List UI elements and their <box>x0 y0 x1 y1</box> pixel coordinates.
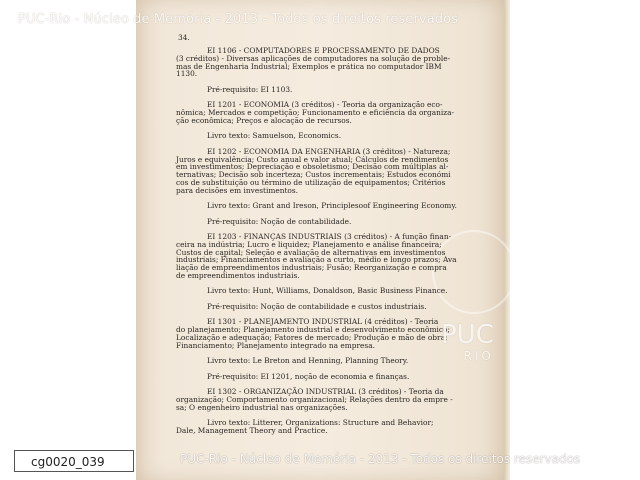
text-line: nômica; Mercados e competição; Funcionamento e eficiência da organiza- <box>176 108 455 117</box>
text-line: EI 1201 - ECONOMIA (3 créditos) - Teoria da organização eco- <box>207 100 443 110</box>
page-edge <box>504 0 510 480</box>
text-line: Livro texto: Litterer, Organizations: Structure and Behavior; <box>207 418 434 427</box>
text-line: EI 1202 - ECONOMIA DA ENGENHARIA (3 créditos) - Natureza; <box>207 146 451 156</box>
text-line: em investimentos; Depreciação e obsoletismo; Decisão com múltiplas al- <box>176 162 449 172</box>
text-line: Custos de capital; Seleção e avaliação de alternativas em investimentos <box>176 247 446 257</box>
puc-logo-watermark <box>441 322 494 362</box>
text-line: de empreendimentos industriais. <box>176 270 300 280</box>
text-line: ceira na indústria; Lucro e liquidez; Planejamento e análise financeira; <box>176 239 442 249</box>
text-line: cos de substituição ou término de utilização de equipamentos; Critérios <box>176 177 446 187</box>
text-line: Juros e equivalência; Custo anual e valor atual; Cálculos de rendimentos <box>176 154 449 164</box>
text-line: Livro texto: Le Breton and Henning, Planning Theory. <box>207 356 409 365</box>
text-line: Pré-requisito: EI 1103. <box>207 84 293 94</box>
page-number: 34. <box>178 33 190 42</box>
text-line: ternativas; Decisão sob incerteza; Custos incrementais; Estudos económi <box>176 170 451 179</box>
text-line: Livro texto: Grant and Ireson, Principlesoof Engineering Economy. <box>207 201 457 210</box>
text-line: liação de empreendimentos industriais; Fusão; Reorganização e compra <box>176 263 447 272</box>
text-line: EI 1301 - PLANEJAMENTO INDUSTRIAL (4 créditos) - Teoria <box>207 317 439 327</box>
text-line: organização; Comportamento organizacional; Relações dentro da empre - <box>176 394 453 404</box>
text-line: Pré-requisito: EI 1201, noção de economia e finanças. <box>207 371 410 381</box>
watermark-top: PUC-Rio - Núcleo de Memória - 2013 - Todos os direitos reservados <box>18 12 459 27</box>
text-line: industriais; Financiamentos e avaliação a curto, médio e longo prazos; Ava <box>176 255 457 265</box>
text-line: para decisões em investimentos. <box>176 185 299 195</box>
logo-rio: RIO <box>463 349 494 363</box>
text-line: (3 créditos) - Diversas aplicações de computadores na solução de proble- <box>176 53 451 63</box>
text-line: Livro texto: Samuelson, Economics. <box>207 131 342 141</box>
watermark-bottom: PUC-Rio - Núcleo de Memória - 2013 - Todos os direitos reservados <box>180 452 581 466</box>
logo-puc: PUC <box>441 320 494 350</box>
text-line: sa; O engenheiro industrial nas organizações. <box>176 402 348 412</box>
text-line: Localização e adequação; Fatores de mercado; Produção e mão de obra; <box>176 332 448 342</box>
text-line: Financiamento; Planejamento integrado na empresa. <box>176 340 375 350</box>
text-line: EI 1203 - FINANÇAS INDUSTRIAIS (3 créditos) - A função finan- <box>207 232 452 241</box>
text-line: Pré-requisito: Noção de contabilidade e custos industriais. <box>207 301 427 311</box>
text-line: Livro texto: Hunt, Williams, Donaldson, Basic Business Finance. <box>207 286 448 296</box>
text-line: do planejamento; Planejamento industrial e desenvolvimento econômico; <box>176 325 450 334</box>
text-line: ção econômica; Preços e alocação de recursos. <box>176 115 352 125</box>
text-line: mas de Engenharia Industrial; Exemplos e prática no computador IBM <box>176 61 442 71</box>
text-line: EI 1106 - COMPUTADORES E PROCESSAMENTO DE DADOS <box>207 46 440 55</box>
text-line: 1130. <box>176 69 198 79</box>
text-line: Pré-requisito: Noção de contabilidade. <box>207 216 352 226</box>
text-line: EI 1302 - ORGANIZAÇÃO INDUSTRIAL (3 créditos) - Teoria da <box>207 387 444 396</box>
text-line: Dale, Management Theory and Practice. <box>176 425 328 435</box>
document-id-tag: cg0020_039 <box>14 450 134 472</box>
